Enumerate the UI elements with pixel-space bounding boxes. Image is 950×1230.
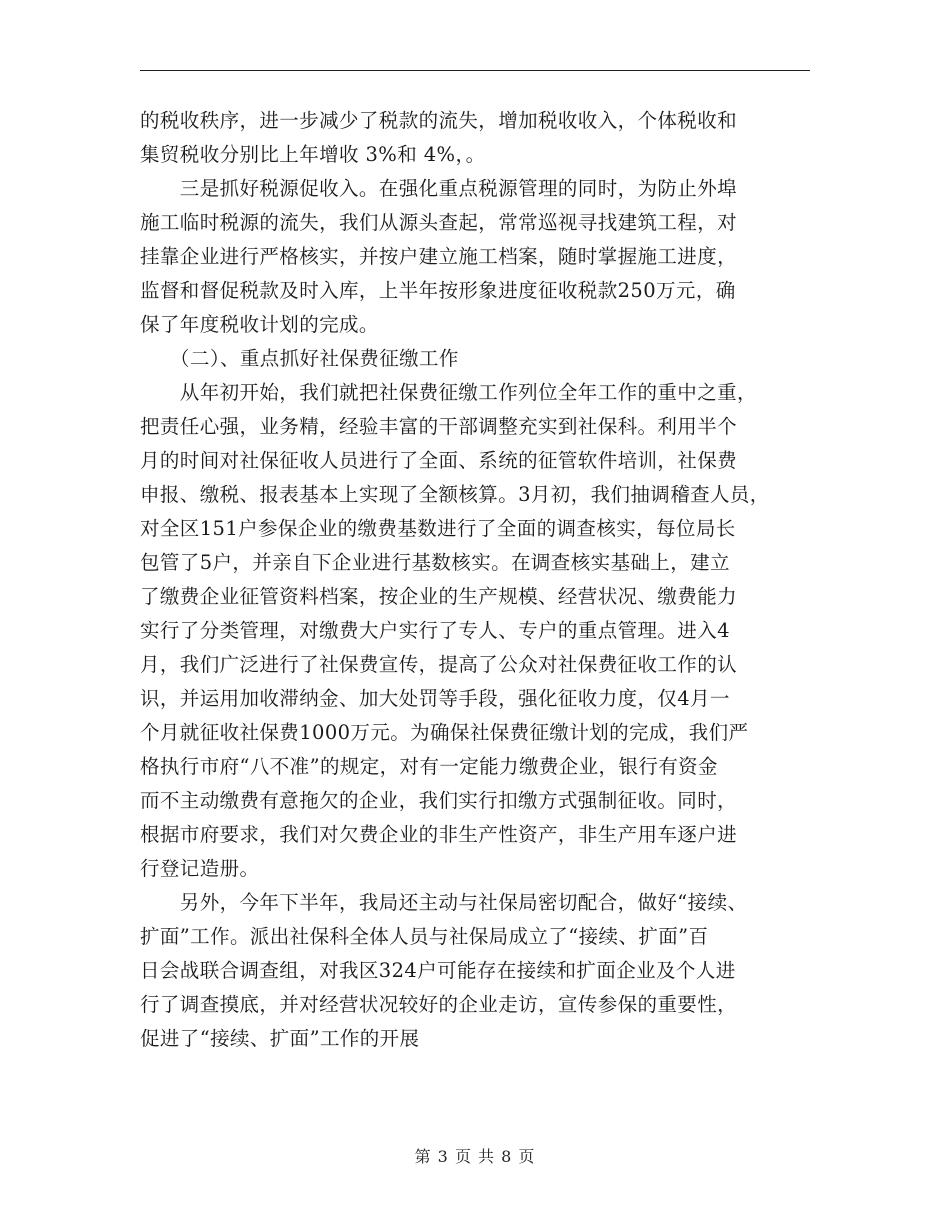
text-line: 了缴费企业征管资料档案，按企业的生产规模、经营状况、缴费能力: [140, 585, 738, 608]
text-line: 保了年度税收计划的完成。: [140, 313, 379, 336]
text-line: 而不主动缴费有意拖欠的企业，我们实行扣缴方式强制征收。同时，: [140, 789, 738, 812]
text-line: 月，我们广泛进行了社保费宣传，提高了公众对社保费征收工作的认: [140, 653, 738, 676]
text-line: 把责任心强，业务精，经验丰富的干部调整充实到社保科。利用半个: [140, 415, 738, 438]
text-line: 月的时间对社保征收人员进行了全面、系统的征管软件培训，社保费: [140, 449, 738, 472]
text-line: 的税收秩序，进一步减少了税款的流失，增加税收收入，个体税收和: [140, 109, 738, 132]
text-line: 包管了5户，并亲自下企业进行基数核实。在调查核实基础上，建立: [140, 551, 730, 574]
text-line: 三是抓好税源促收入。在强化重点税源管理的同时，为防止外埠: [140, 177, 738, 200]
text-line: 行登记造册。: [140, 857, 260, 880]
text-line: 个月就征收社保费1000万元。为确保社保费征缴计划的完成，我们严: [140, 721, 749, 744]
text-line: 行了调查摸底，并对经营状况较好的企业走访，宣传参保的重要性，: [140, 993, 738, 1016]
text-line: 集贸税收分别比上年增收 3%和 4%，。: [140, 143, 486, 166]
section-heading: （二）、重点抓好社保费征缴工作: [140, 347, 459, 370]
text-line: 促进了“接续、扩面”工作的开展: [140, 1027, 420, 1050]
text-line: 识，并运用加收滞纳金、加大处罚等手段，强化征收力度，仅4月一: [140, 687, 730, 710]
text-line: 日会战联合调查组，对我区324户可能存在接续和扩面企业及个人进: [140, 959, 736, 982]
text-line: 格执行市府“八不准”的规定，对有一定能力缴费企业，银行有资金: [140, 755, 718, 778]
header-rule: [140, 70, 810, 71]
text-line: 施工临时税源的流失，我们从源头查起，常常巡视寻找建筑工程，对: [140, 211, 738, 234]
text-line: 监督和督促税款及时入库，上半年按形象进度征收税款250万元，确: [140, 279, 736, 302]
document-body: [140, 104, 830, 1056]
text-line: 扩面”工作。派出社保科全体人员与社保局成立了“接续、扩面”百: [140, 925, 709, 948]
text-line: 从年初开始，我们就把社保费征缴工作列位全年工作的重中之重，: [140, 381, 757, 404]
text-line: 实行了分类管理，对缴费大户实行了专人、专户的重点管理。进入4: [140, 619, 730, 642]
text-line: 申报、缴税、报表基本上实现了全额核算。3月初，我们抽调稽查人员，: [140, 483, 770, 506]
text-line: 挂靠企业进行严格核实，并按户建立施工档案，随时掌握施工进度，: [140, 245, 738, 268]
text-line: 对全区151户参保企业的缴费基数进行了全面的调查核实，每位局长: [140, 517, 736, 540]
text-line: 另外，今年下半年，我局还主动与社保局密切配合，做好“接续、: [140, 891, 748, 914]
text-line: 根据市府要求，我们对欠费企业的非生产性资产，非生产用车逐户进: [140, 823, 738, 846]
page-number: 第 3 页 共 8 页: [414, 1147, 536, 1166]
